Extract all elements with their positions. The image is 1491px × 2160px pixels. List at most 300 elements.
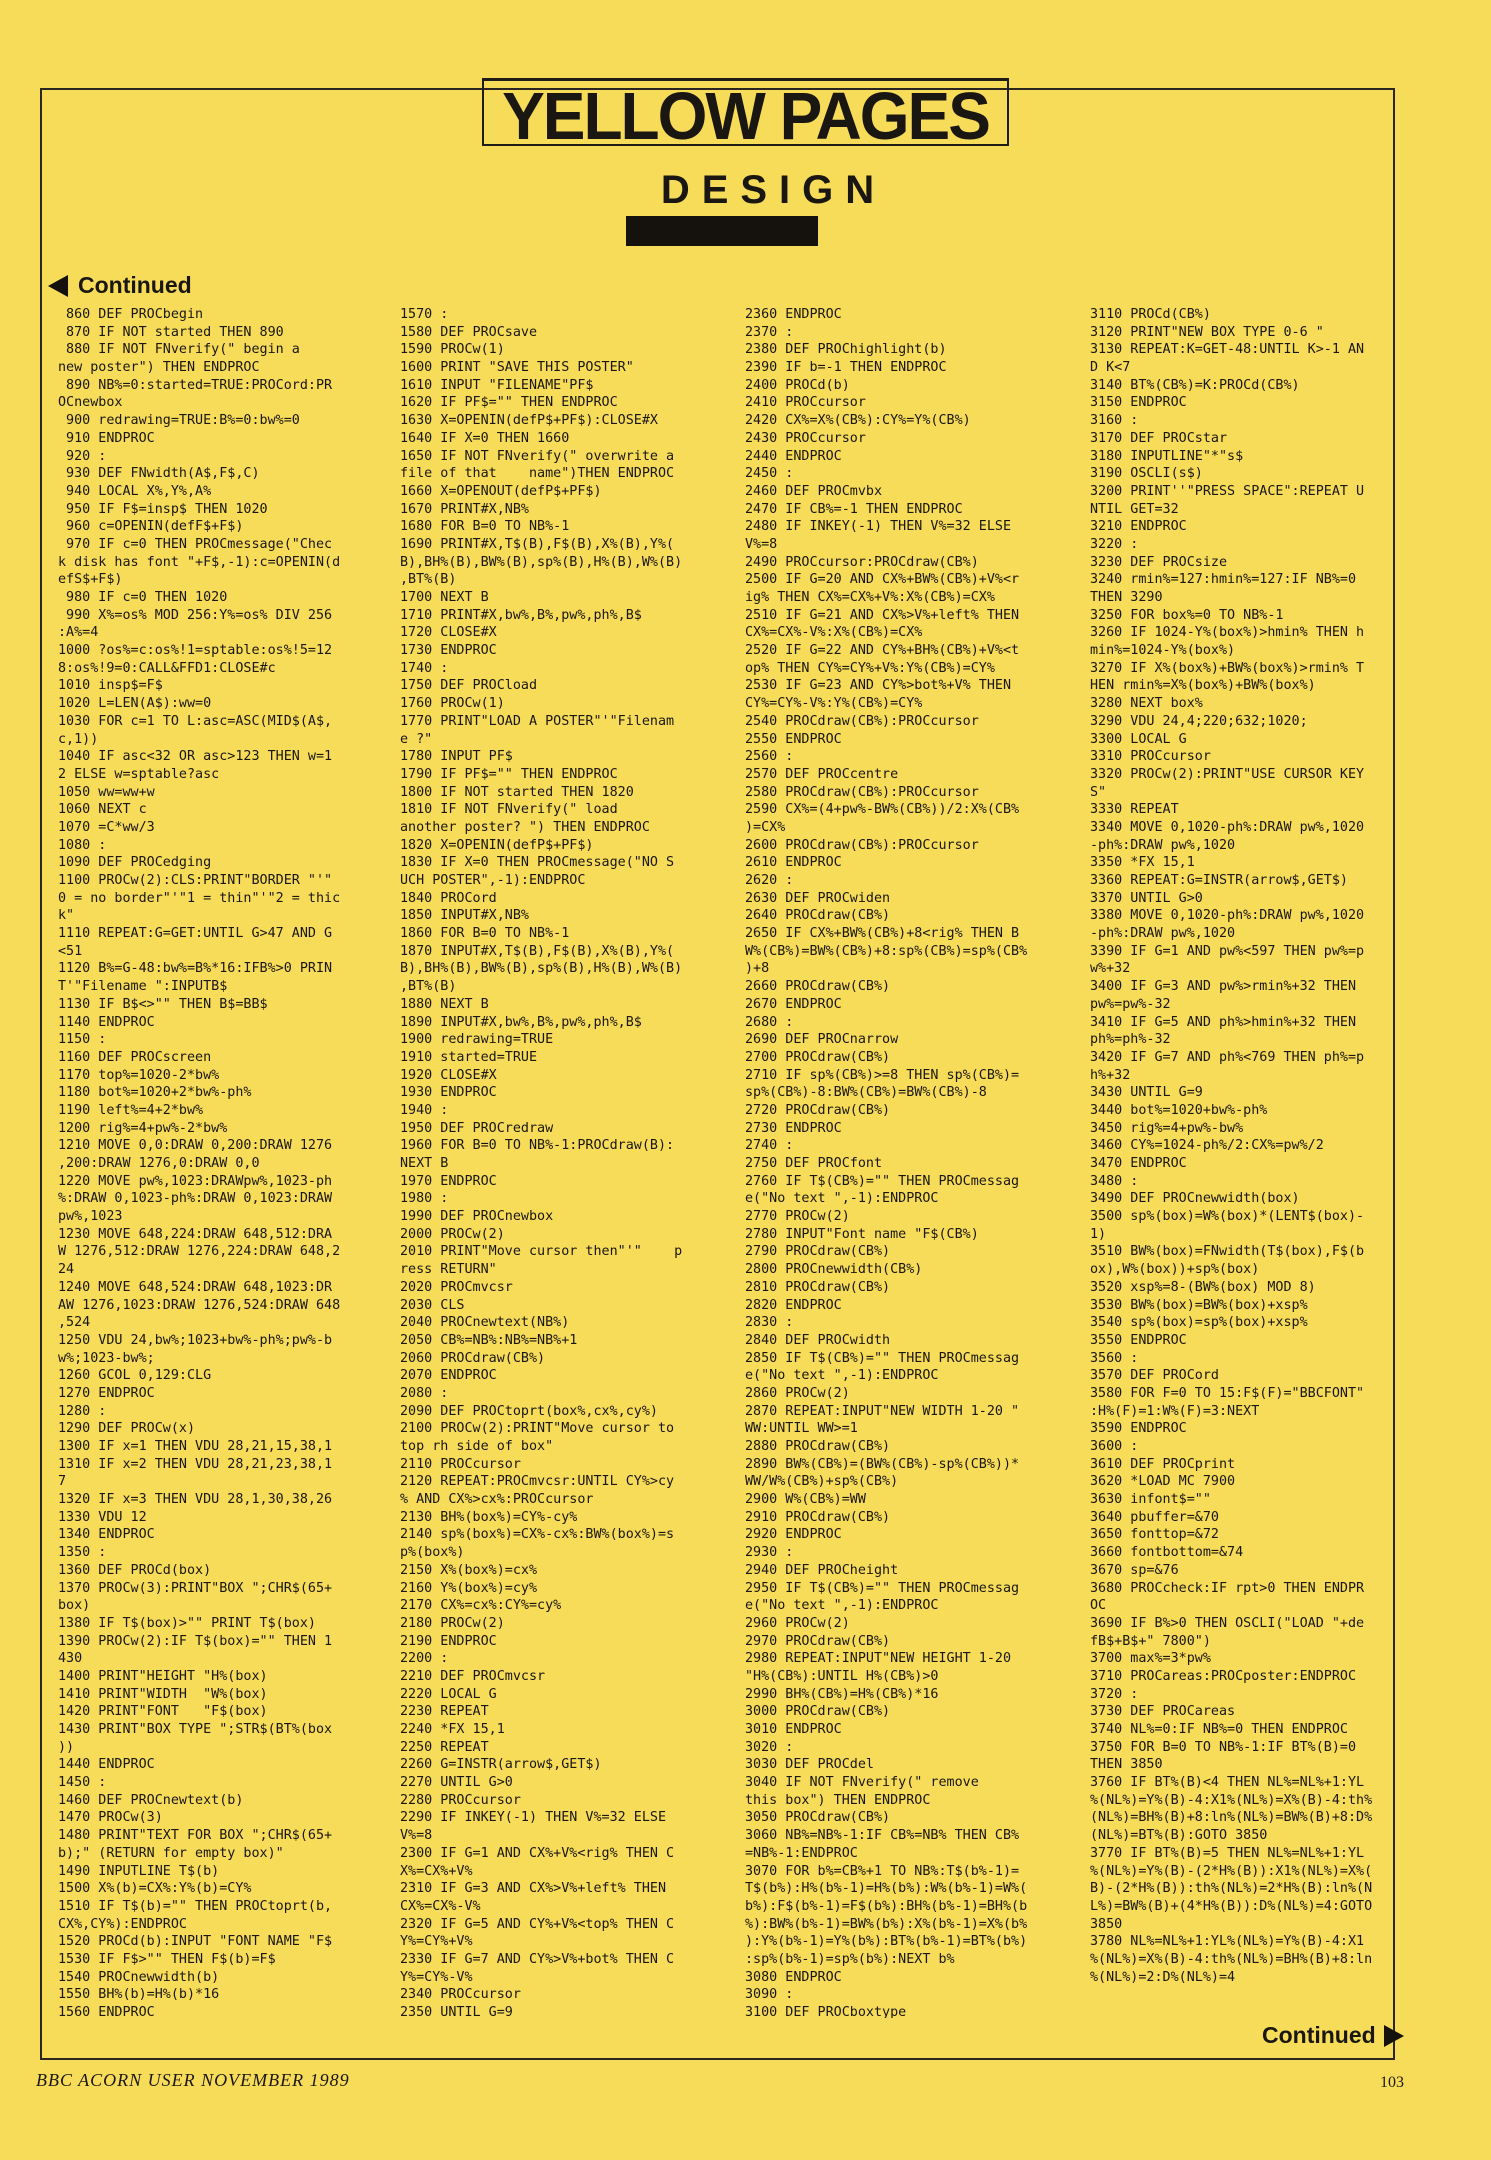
- code-line: 2090 DEF PROCtoprt(box%,cx%,cy%): [400, 1403, 658, 1419]
- code-line: 2410 PROCcursor: [745, 395, 866, 411]
- code-line: 3510 BW%(box)=FNwidth(T$(box),F$(b: [1090, 1244, 1365, 1260]
- code-line: 3170 DEF PROCstar: [1090, 430, 1228, 446]
- code-line: 2080 :: [400, 1385, 449, 1401]
- code-line: 920 :: [58, 448, 107, 464]
- code-line: ,200:DRAW 1276,0:DRAW 0,0: [58, 1156, 260, 1171]
- code-line: 3620 *LOAD MC 7900: [1090, 1474, 1236, 1490]
- code-line: 3710 PROCareas:PROCposter:ENDPROC: [1090, 1668, 1357, 1684]
- code-line: %(NL%)=2:D%(NL%)=4: [1090, 1969, 1236, 1985]
- code-line: B)-(2*H%(B)):th%(NL%)=2*H%(B):ln%(N: [1090, 1881, 1373, 1897]
- code-line: 1150 :: [58, 1032, 107, 1048]
- code-line: 2320 IF G=5 AND CY%+V%<top% THEN C: [400, 1916, 675, 1932]
- code-line: 2830 :: [745, 1315, 794, 1331]
- code-line: 1850 INPUT#X,NB%: [400, 908, 529, 924]
- code-line: 1080 :: [58, 837, 107, 853]
- code-line: 0 = no border"'"1 = thin"'"2 = thic: [58, 890, 341, 906]
- code-line: 3420 IF G=7 AND ph%<769 THEN ph%=p: [1090, 1049, 1365, 1065]
- code-line: 2790 PROCdraw(CB%): [745, 1244, 891, 1260]
- code-line: 1600 PRINT "SAVE THIS POSTER": [400, 360, 634, 376]
- arrow-right-icon: [1384, 2025, 1404, 2047]
- code-line: 3600 :: [1090, 1439, 1139, 1454]
- code-line: 8:os%!9=0:CALL&FFD1:CLOSE#c: [58, 660, 276, 676]
- code-line: 1870 INPUT#X,T$(B),F$(B),X%(B),Y%(: [400, 943, 675, 959]
- code-line: 1280 :: [58, 1403, 107, 1419]
- code-line: X%=CX%+V%: [400, 1863, 473, 1879]
- code-line: Y%=CY%+V%: [400, 1934, 473, 1950]
- code-line: 2660 PROCdraw(CB%): [745, 979, 891, 995]
- code-line: 2110 PROCcursor: [400, 1456, 521, 1472]
- code-line: 3260 IF 1024-Y%(box%)>hmin% THEN h: [1090, 625, 1365, 641]
- code-line: 1290 DEF PROCw(x): [58, 1421, 196, 1437]
- code-line: 2350 UNTIL G=9: [400, 2005, 513, 2018]
- code-line: <51: [58, 943, 83, 959]
- code-line: 1620 IF PF$="" THEN ENDPROC: [400, 395, 618, 411]
- code-line: 3780 NL%=NL%+1:YL%(NL%)=Y%(B)-4:X1: [1090, 1934, 1365, 1950]
- code-line: 2120 REPEAT:PROCmvcsr:UNTIL CY%>cy: [400, 1474, 675, 1490]
- code-line: 1920 CLOSE#X: [400, 1067, 497, 1083]
- code-line: 2510 IF G=21 AND CX%>V%+left% THEN: [745, 607, 1020, 623]
- code-line: 3310 PROCcursor: [1090, 749, 1211, 765]
- code-line: 3060 NB%=NB%-1:IF CB%=NB% THEN CB%: [745, 1828, 1020, 1844]
- listing-column-2: [400, 306, 700, 2018]
- code-line: 3460 CY%=1024-ph%/2:CX%=pw%/2: [1090, 1138, 1324, 1154]
- code-line: b);" (RETURN for empty box)": [58, 1845, 284, 1861]
- code-line: 2880 PROCdraw(CB%): [745, 1439, 891, 1454]
- code-line: 1550 BH%(b)=H%(b)*16: [58, 1987, 220, 2003]
- code-line: w%;1023-bw%;: [58, 1350, 155, 1366]
- code-line: 860 DEF PROCbegin: [58, 307, 204, 322]
- code-line: W 1276,512:DRAW 1276,224:DRAW 648,2: [58, 1244, 341, 1260]
- code-line: 2180 PROCw(2): [400, 1615, 505, 1631]
- code-line: 2400 PROCd(b): [745, 377, 850, 393]
- code-line: 1140 ENDPROC: [58, 1014, 155, 1030]
- continued-next-link: [1262, 2022, 1404, 2049]
- code-line: 2020 PROCmvcsr: [400, 1279, 513, 1295]
- header: [0, 78, 1491, 154]
- code-line: ox),W%(box))+sp%(box): [1090, 1262, 1260, 1278]
- code-line: -ph%:DRAW pw%,1020: [1090, 837, 1236, 853]
- code-line: 2270 UNTIL G>0: [400, 1775, 513, 1791]
- code-line: 2670 ENDPROC: [745, 996, 842, 1012]
- title-box: [482, 78, 1009, 154]
- code-line: 1730 ENDPROC: [400, 643, 497, 659]
- code-line: 1780 INPUT PF$: [400, 749, 513, 765]
- code-line: 2210 DEF PROCmvcsr: [400, 1668, 546, 1684]
- code-line: CX%,CY%):ENDPROC: [58, 1916, 187, 1932]
- code-line: c,1)): [58, 731, 99, 747]
- code-line: 2970 PROCdraw(CB%): [745, 1633, 891, 1649]
- code-line: 2780 INPUT"Font name "F$(CB%): [745, 1226, 979, 1242]
- code-line: 2300 IF G=1 AND CX%+V%<rig% THEN C: [400, 1845, 675, 1861]
- code-line: 2960 PROCw(2): [745, 1615, 850, 1631]
- listing-column-4: [1090, 306, 1390, 2018]
- code-line: 1090 DEF PROCedging: [58, 855, 212, 871]
- code-line: 3580 FOR F=0 TO 15:F$(F)="BBCFONT": [1090, 1385, 1365, 1401]
- code-line: 1020 L=LEN(A$):ww=0: [58, 696, 212, 712]
- code-line: 3480 :: [1090, 1173, 1139, 1189]
- code-line: D K<7: [1090, 360, 1131, 376]
- code-line: e ?": [400, 731, 433, 747]
- code-line: 2140 sp%(box%)=CX%-cx%:BW%(box%)=s: [400, 1527, 675, 1543]
- code-line: 1460 DEF PROCnewtext(b): [58, 1792, 244, 1808]
- code-line: 2820 ENDPROC: [745, 1297, 842, 1313]
- code-line: 3690 IF B%>0 THEN OSCLI("LOAD "+de: [1090, 1615, 1365, 1631]
- code-line: 1630 X=OPENIN(defP$+PF$):CLOSE#X: [400, 413, 658, 429]
- code-line: 2860 PROCw(2): [745, 1385, 850, 1401]
- code-line: efS$+F$): [58, 572, 123, 588]
- code-line: 1060 NEXT c: [58, 802, 147, 818]
- code-line: 2610 ENDPROC: [745, 855, 842, 871]
- code-line: 1950 DEF PROCredraw: [400, 1120, 554, 1136]
- code-line: Y%=CY%-V%: [400, 1969, 473, 1985]
- code-line: new poster") THEN ENDPROC: [58, 360, 260, 376]
- code-line: 3100 DEF PROCboxtype: [745, 2005, 907, 2018]
- code-line: 3660 fontbottom=&74: [1090, 1545, 1244, 1561]
- code-line: 2330 IF G=7 AND CY%>V%+bot% THEN C: [400, 1951, 675, 1967]
- code-line: 3540 sp%(box)=sp%(box)+xsp%: [1090, 1315, 1308, 1331]
- code-line: 2050 CB%=NB%:NB%=NB%+1: [400, 1332, 578, 1348]
- code-line: 2100 PROCw(2):PRINT"Move cursor to: [400, 1421, 675, 1437]
- code-line: 3340 MOVE 0,1020-ph%:DRAW pw%,1020: [1090, 819, 1365, 835]
- code-line: 2170 CX%=cx%:CY%=cy%: [400, 1598, 562, 1614]
- code-line: 1480 PRINT"TEXT FOR BOX ";CHR$(65+: [58, 1828, 333, 1844]
- code-line: 1810 IF NOT FNverify(" load: [400, 802, 618, 818]
- code-line: 3320 PROCw(2):PRINT"USE CURSOR KEY: [1090, 766, 1365, 782]
- code-line: 1690 PRINT#X,T$(B),F$(B),X%(B),Y%(: [400, 536, 675, 552]
- code-line: 1710 PRINT#X,bw%,B%,pw%,ph%,B$: [400, 607, 642, 623]
- code-line: %(NL%)=X%(B)-4:th%(NL%)=BH%(B)+8:ln: [1090, 1951, 1373, 1967]
- code-line: 2360 ENDPROC: [745, 307, 842, 322]
- code-line: 3270 IF X%(box%)+BW%(box%)>rmin% T: [1090, 660, 1365, 676]
- code-line: 2700 PROCdraw(CB%): [745, 1049, 891, 1065]
- code-line: 3680 PROCcheck:IF rpt>0 THEN ENDPR: [1090, 1580, 1365, 1596]
- code-line: NTIL GET=32: [1090, 501, 1179, 517]
- code-line: 2030 CLS: [400, 1297, 465, 1313]
- code-line: 1010 insp$=F$: [58, 678, 163, 694]
- code-line: CX%=CX%-V%: [400, 1898, 481, 1914]
- code-line: 3160 :: [1090, 413, 1139, 429]
- code-line: 2070 ENDPROC: [400, 1368, 497, 1384]
- code-line: L%)=BW%(B)+(4*H%(B)):D%(NL%)=4:GOTO: [1090, 1898, 1373, 1914]
- code-line: 3630 infont$="": [1090, 1492, 1211, 1508]
- code-line: 1420 PRINT"FONT "F$(box): [58, 1704, 268, 1720]
- code-line: top rh side of box": [400, 1439, 554, 1454]
- code-line: 1130 IF B$<>"" THEN B$=BB$: [58, 996, 268, 1012]
- code-line: (NL%)=BH%(B)+8:ln%(NL%)=BW%(B)+8:D%: [1090, 1810, 1373, 1826]
- code-line: 2810 PROCdraw(CB%): [745, 1279, 891, 1295]
- code-line: 1390 PROCw(2):IF T$(box)="" THEN 1: [58, 1633, 333, 1649]
- code-line: CY%=CY%-V%:Y%(CB%)=CY%: [745, 696, 923, 712]
- code-line: 1750 DEF PROCload: [400, 678, 538, 694]
- code-line: 1120 B%=G-48:bw%=B%*16:IFB%>0 PRIN: [58, 961, 333, 977]
- code-line: e("No text ",-1):ENDPROC: [745, 1191, 939, 1207]
- code-line: 3040 IF NOT FNverify(" remove: [745, 1775, 979, 1791]
- code-line: 1860 FOR B=0 TO NB%-1: [400, 926, 570, 942]
- code-line: 2230 REPEAT: [400, 1704, 489, 1720]
- code-line: 1720 CLOSE#X: [400, 625, 497, 641]
- code-line: 3250 FOR box%=0 TO NB%-1: [1090, 607, 1284, 623]
- code-line: 1310 IF x=2 THEN VDU 28,21,23,38,1: [58, 1456, 333, 1472]
- code-line: 3440 bot%=1020+bw%-ph%: [1090, 1102, 1268, 1118]
- code-line: 2010 PRINT"Move cursor then"'" p: [400, 1244, 683, 1260]
- code-line: sp%(CB%)-8:BW%(CB%)=BW%(CB%)-8: [745, 1085, 987, 1101]
- code-line: 2390 IF b=-1 THEN ENDPROC: [745, 360, 947, 376]
- code-line: 2600 PROCdraw(CB%):PROCcursor: [745, 837, 979, 853]
- code-line: 3010 ENDPROC: [745, 1722, 842, 1737]
- code-line: 2990 BH%(CB%)=H%(CB%)*16: [745, 1686, 939, 1702]
- code-line: 2430 PROCcursor: [745, 430, 866, 446]
- code-line: 3770 IF BT%(B)=5 THEN NL%=NL%+1:YL: [1090, 1845, 1365, 1861]
- code-line: 1790 IF PF$="" THEN ENDPROC: [400, 766, 618, 782]
- code-line: :H%(F)=1:W%(F)=3:NEXT: [1090, 1403, 1260, 1419]
- code-line: HEN rmin%=X%(box%)+BW%(box%): [1090, 678, 1316, 694]
- code-line: another poster? ") THEN ENDPROC: [400, 819, 650, 835]
- code-line: e("No text ",-1):ENDPROC: [745, 1598, 939, 1614]
- code-line: 1890 INPUT#X,bw%,B%,pw%,ph%,B$: [400, 1014, 642, 1030]
- code-line: 3360 REPEAT:G=INSTR(arrow$,GET$): [1090, 873, 1348, 888]
- code-line: 24: [58, 1262, 75, 1278]
- code-line: pw%=pw%-32: [1090, 996, 1171, 1012]
- code-line: 1160 DEF PROCscreen: [58, 1049, 212, 1065]
- code-line: 2000 PROCw(2): [400, 1226, 505, 1242]
- code-line: THEN 3850: [1090, 1757, 1163, 1773]
- code-line: 3130 REPEAT:K=GET-48:UNTIL K>-1 AN: [1090, 342, 1365, 358]
- code-line: 1490 INPUTLINE T$(b): [58, 1863, 220, 1879]
- code-line: 1340 ENDPROC: [58, 1527, 155, 1543]
- code-line: 1570 :: [400, 307, 449, 322]
- code-line: NEXT B: [400, 1156, 449, 1171]
- code-line: 1230 MOVE 648,224:DRAW 648,512:DRA: [58, 1226, 333, 1242]
- code-line: 2490 PROCcursor:PROCdraw(CB%): [745, 554, 979, 570]
- code-line: 910 ENDPROC: [58, 430, 155, 446]
- code-line: 2440 ENDPROC: [745, 448, 842, 464]
- code-line: B),BH%(B),BW%(B),sp%(B),H%(B),W%(B): [400, 961, 683, 977]
- code-line: 2420 CX%=X%(CB%):CY%=Y%(CB%): [745, 413, 971, 429]
- code-line: b%):F$(b%-1)=F$(b%):BH%(b%-1)=BH%(b: [745, 1898, 1028, 1914]
- code-line: 3020 :: [745, 1739, 794, 1755]
- code-line: 2840 DEF PROCwidth: [745, 1332, 891, 1348]
- code-line: 3610 DEF PROCprint: [1090, 1456, 1236, 1472]
- code-line: ,BT%(B): [400, 572, 457, 588]
- code-line: S": [1090, 784, 1107, 800]
- code-line: T'"Filename ":INPUTB$: [58, 979, 228, 995]
- code-line: "H%(CB%):UNTIL H%(CB%)>0: [745, 1668, 939, 1684]
- code-line: V%=8: [400, 1828, 433, 1844]
- code-line: 3490 DEF PROCnewwidth(box): [1090, 1191, 1300, 1207]
- code-line: 890 NB%=0:started=TRUE:PROCord:PR: [58, 377, 333, 393]
- code-line: 2680 :: [745, 1014, 794, 1030]
- code-line: 1840 PROCord: [400, 890, 497, 906]
- code-line: 2560 :: [745, 749, 794, 765]
- code-line: 1220 MOVE pw%,1023:DRAWpw%,1023-ph: [58, 1173, 333, 1189]
- code-line: 1910 started=TRUE: [400, 1049, 538, 1065]
- code-line: 2260 G=INSTR(arrow$,GET$): [400, 1757, 602, 1773]
- code-line: 2720 PROCdraw(CB%): [745, 1102, 891, 1118]
- code-line: 3570 DEF PROCord: [1090, 1368, 1219, 1384]
- code-line: V%=8: [745, 536, 778, 552]
- code-line: %:DRAW 0,1023-ph%:DRAW 0,1023:DRAW: [58, 1191, 333, 1207]
- code-line: 1970 ENDPROC: [400, 1173, 497, 1189]
- code-line: 3280 NEXT box%: [1090, 696, 1203, 712]
- code-line: 1050 ww=ww+w: [58, 784, 155, 800]
- code-line: 2980 REPEAT:INPUT"NEW HEIGHT 1-20: [745, 1651, 1012, 1667]
- code-line: 1370 PROCw(3):PRINT"BOX ";CHR$(65+: [58, 1580, 333, 1596]
- code-line: 2760 IF T$(CB%)="" THEN PROCmessag: [745, 1173, 1020, 1189]
- code-line: 1440 ENDPROC: [58, 1757, 155, 1773]
- code-line: 3380 MOVE 0,1020-ph%:DRAW pw%,1020: [1090, 908, 1365, 924]
- code-line: 1990 DEF PROCnewbox: [400, 1209, 554, 1225]
- code-line: 980 IF c=0 THEN 1020: [58, 590, 228, 605]
- code-line: 3210 ENDPROC: [1090, 519, 1187, 535]
- code-line: 2310 IF G=3 AND CX%>V%+left% THEN: [400, 1881, 667, 1897]
- continued-bottom-label: Continued: [1262, 2022, 1376, 2048]
- code-line: 2450 :: [745, 466, 794, 482]
- code-line: %):BW%(b%-1)=BW%(b%):X%(b%-1)=X%(b%: [745, 1916, 1028, 1932]
- code-line: 1960 FOR B=0 TO NB%-1:PROCdraw(B):: [400, 1138, 675, 1154]
- code-line: 2460 DEF PROCmvbx: [745, 483, 883, 499]
- code-line: 1980 :: [400, 1191, 449, 1207]
- code-line: THEN 3290: [1090, 590, 1163, 605]
- code-line: 2910 PROCdraw(CB%): [745, 1509, 891, 1525]
- code-line: 1820 X=OPENIN(defP$+PF$): [400, 837, 594, 853]
- magazine-footer: BBC ACORN USER NOVEMBER 1989: [36, 2070, 350, 2090]
- code-line: 2220 LOCAL G: [400, 1686, 497, 1702]
- code-line: 1300 IF x=1 THEN VDU 28,21,15,38,1: [58, 1439, 333, 1454]
- arrow-left-icon: [48, 275, 68, 297]
- code-line: 1800 IF NOT started THEN 1820: [400, 784, 634, 800]
- code-line: ress RETURN": [400, 1262, 497, 1278]
- code-line: 3070 FOR b%=CB%+1 TO NB%:T$(b%-1)=: [745, 1863, 1020, 1879]
- code-line: OC: [1090, 1598, 1107, 1614]
- code-line: ,BT%(B): [400, 979, 457, 995]
- code-line: 3740 NL%=0:IF NB%=0 THEN ENDPROC: [1090, 1722, 1348, 1737]
- code-line: 2800 PROCnewwidth(CB%): [745, 1262, 923, 1278]
- code-line: 1740 :: [400, 660, 449, 676]
- code-line: 2930 :: [745, 1545, 794, 1561]
- code-line: 880 IF NOT FNverify(" begin a: [58, 342, 300, 358]
- code-line: )+8: [745, 961, 770, 977]
- code-line: 2060 PROCdraw(CB%): [400, 1350, 546, 1366]
- code-line: 1210 MOVE 0,0:DRAW 0,200:DRAW 1276: [58, 1138, 333, 1154]
- code-line: 1320 IF x=3 THEN VDU 28,1,30,38,26: [58, 1492, 333, 1508]
- code-line: 1450 :: [58, 1775, 107, 1791]
- code-line: 3080 ENDPROC: [745, 1969, 842, 1985]
- code-line: 3230 DEF PROCsize: [1090, 554, 1228, 570]
- code-line: 3300 LOCAL G: [1090, 731, 1187, 747]
- code-line: 2900 W%(CB%)=WW: [745, 1492, 866, 1508]
- code-line: 2200 :: [400, 1651, 449, 1667]
- code-line: 3760 IF BT%(B)<4 THEN NL%=NL%+1:YL: [1090, 1775, 1365, 1791]
- code-line: ph%=ph%-32: [1090, 1032, 1171, 1048]
- code-line: )): [58, 1739, 75, 1755]
- code-line: 2530 IF G=23 AND CY%>bot%+V% THEN: [745, 678, 1012, 694]
- code-line: )=CX%: [745, 819, 786, 835]
- code-line: 1830 IF X=0 THEN PROCmessage("NO S: [400, 855, 675, 871]
- code-line: 1760 PROCw(1): [400, 696, 505, 712]
- code-line: 2630 DEF PROCwiden: [745, 890, 891, 906]
- code-line: 1180 bot%=1020+2*bw%-ph%: [58, 1085, 252, 1101]
- code-line: w%+32: [1090, 961, 1131, 977]
- code-line: 1000 ?os%=c:os%!1=sptable:os%!5=12: [58, 643, 333, 659]
- code-line: CX%=CX%-V%:X%(CB%)=CX%: [745, 625, 923, 641]
- code-line: WW:UNTIL WW>=1: [745, 1421, 858, 1437]
- code-line: 2690 DEF PROCnarrow: [745, 1032, 899, 1048]
- continued-from-link: [48, 272, 192, 299]
- code-line: -ph%:DRAW pw%,1020: [1090, 926, 1236, 942]
- code-line: OCnewbox: [58, 395, 123, 411]
- code-line: 3730 DEF PROCareas: [1090, 1704, 1236, 1720]
- code-line: 1): [1090, 1226, 1107, 1242]
- code-line: 990 X%=os% MOD 256:Y%=os% DIV 256: [58, 607, 333, 623]
- code-line: =NB%-1:ENDPROC: [745, 1845, 858, 1861]
- code-line: 3220 :: [1090, 536, 1139, 552]
- code-line: 1680 FOR B=0 TO NB%-1: [400, 519, 570, 535]
- code-line: 2620 :: [745, 873, 794, 888]
- code-line: %(NL%)=Y%(B)-4:X1%(NL%)=X%(B)-4:th%: [1090, 1792, 1373, 1808]
- code-line: min%=1024-Y%(box%): [1090, 643, 1236, 659]
- code-line: 3850: [1090, 1916, 1123, 1932]
- code-line: 1590 PROCw(1): [400, 342, 505, 358]
- code-line: 1610 INPUT "FILENAME"PF$: [400, 377, 594, 393]
- code-line: 3450 rig%=4+pw%-bw%: [1090, 1120, 1244, 1136]
- code-line: 2240 *FX 15,1: [400, 1722, 505, 1737]
- code-line: 3500 sp%(box)=W%(box)*(LENT$(box)-: [1090, 1209, 1365, 1225]
- code-line: 900 redrawing=TRUE:B%=0:bw%=0: [58, 413, 300, 429]
- code-line: 1350 :: [58, 1545, 107, 1561]
- code-line: 2580 PROCdraw(CB%):PROCcursor: [745, 784, 979, 800]
- code-line: ,524: [58, 1315, 91, 1331]
- code-line: 2380 DEF PROChighlight(b): [745, 342, 947, 358]
- code-line: 2870 REPEAT:INPUT"NEW WIDTH 1-20 ": [745, 1403, 1020, 1419]
- code-line: 1200 rig%=4+pw%-2*bw%: [58, 1120, 228, 1136]
- code-line: W%(CB%)=BW%(CB%)+8:sp%(CB%)=sp%(CB%: [745, 943, 1028, 959]
- code-line: 1500 X%(b)=CX%:Y%(b)=CY%: [58, 1881, 252, 1897]
- code-line: 2 ELSE w=sptable?asc: [58, 766, 220, 782]
- code-line: 1100 PROCw(2):CLS:PRINT"BORDER "'": [58, 873, 333, 888]
- code-line: 2940 DEF PROCheight: [745, 1562, 899, 1578]
- code-line: 3410 IF G=5 AND ph%>hmin%+32 THEN: [1090, 1014, 1357, 1030]
- code-line: 2570 DEF PROCcentre: [745, 766, 899, 782]
- code-line: 2550 ENDPROC: [745, 731, 842, 747]
- code-line: 3200 PRINT''"PRESS SPACE":REPEAT U: [1090, 483, 1365, 499]
- code-line: UCH POSTER",-1):ENDPROC: [400, 873, 586, 888]
- code-line: 2770 PROCw(2): [745, 1209, 850, 1225]
- code-line: 1380 IF T$(box)>"" PRINT T$(box): [58, 1615, 316, 1631]
- code-line: 2130 BH%(box%)=CY%-cy%: [400, 1509, 578, 1525]
- code-line: p%(box%): [400, 1545, 465, 1561]
- code-line: 3370 UNTIL G>0: [1090, 890, 1203, 906]
- code-line: 1040 IF asc<32 OR asc>123 THEN w=1: [58, 749, 333, 765]
- page-title: YELLOW PAGES: [502, 78, 989, 154]
- code-line: 2590 CX%=(4+pw%-BW%(CB%))/2:X%(CB%: [745, 802, 1020, 818]
- code-line: 2370 :: [745, 324, 794, 340]
- subtitle-bar: [626, 216, 818, 246]
- code-line: T$(b%):H%(b%-1)=H%(b%):W%(b%-1)=W%(: [745, 1881, 1028, 1897]
- code-line: 1520 PROCd(b):INPUT "FONT NAME "F$: [58, 1934, 333, 1950]
- code-line: 3330 REPEAT: [1090, 802, 1179, 818]
- code-line: 1330 VDU 12: [58, 1509, 147, 1525]
- code-line: 3640 pbuffer=&70: [1090, 1509, 1219, 1525]
- code-line: op% THEN CY%=CY%+V%:Y%(CB%)=CY%: [745, 660, 995, 676]
- code-line: 1560 ENDPROC: [58, 2005, 155, 2018]
- code-line: 3050 PROCdraw(CB%): [745, 1810, 891, 1826]
- code-line: ):Y%(b%-1)=Y%(b%):BT%(b%-1)=BT%(b%): [745, 1934, 1028, 1950]
- code-line: e("No text ",-1):ENDPROC: [745, 1368, 939, 1384]
- code-line: 2730 ENDPROC: [745, 1120, 842, 1136]
- code-line: 2470 IF CB%=-1 THEN ENDPROC: [745, 501, 963, 517]
- code-line: 3520 xsp%=8-(BW%(box) MOD 8): [1090, 1279, 1316, 1295]
- code-line: 3590 ENDPROC: [1090, 1421, 1187, 1437]
